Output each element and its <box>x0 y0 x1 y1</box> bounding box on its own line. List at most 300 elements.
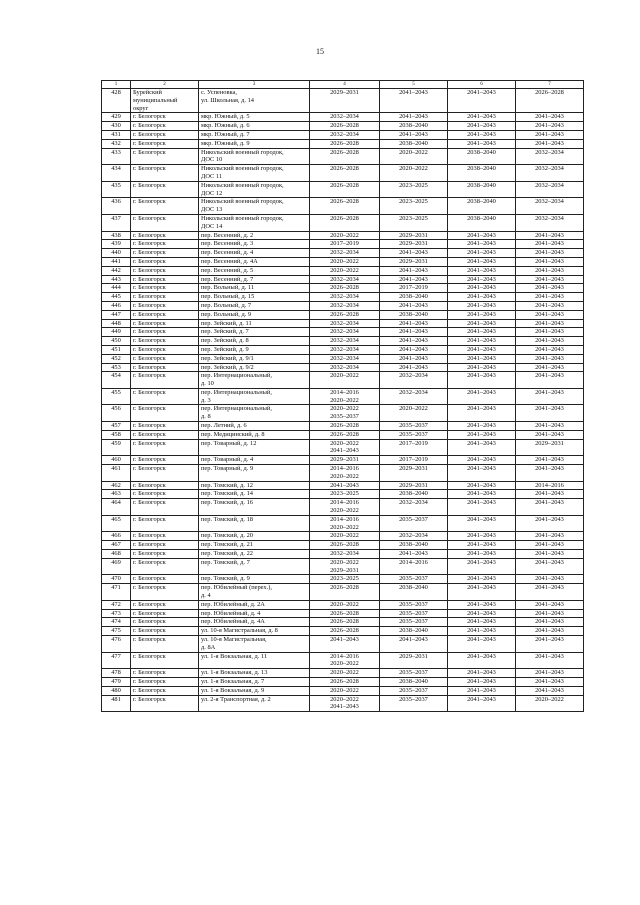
address-cell <box>199 198 310 215</box>
period-value: 2041–2043 <box>535 422 564 430</box>
period-value: 2041–2043 <box>535 490 564 498</box>
period-value: 2020–2022 <box>330 660 359 668</box>
period-value: 2035–2037 <box>399 575 428 583</box>
locality-cell <box>131 165 199 182</box>
row-number-cell: 465 <box>102 515 131 532</box>
period-value: 2041–2043 <box>535 532 564 540</box>
address-cell <box>199 532 310 541</box>
period-value: 2041–2043 <box>535 345 564 353</box>
row-number-cell: 456 <box>102 405 131 422</box>
col4-period-cell <box>310 686 380 695</box>
period-value: 2035–2037 <box>399 686 428 694</box>
table-row <box>102 363 584 372</box>
period-value: 2041–2043 <box>467 139 496 147</box>
period-value: 2041–2043 <box>467 575 496 583</box>
table-row <box>102 465 584 482</box>
column-number: 4 <box>310 81 380 89</box>
col6-period-cell <box>448 113 516 122</box>
col6-period-cell <box>448 301 516 310</box>
period-value: 2035–2037 <box>399 695 428 703</box>
period-value: 2017–2019 <box>399 456 428 464</box>
col4-period-cell <box>310 627 380 636</box>
table-row <box>102 130 584 139</box>
locality-cell <box>131 636 199 653</box>
col6-period-cell <box>448 284 516 293</box>
col5-period-cell <box>380 600 448 609</box>
locality-cell <box>131 266 199 275</box>
table-row <box>102 345 584 354</box>
address-line: д. 10 <box>201 380 214 388</box>
address-line: пер. Вольный, д. 11 <box>201 284 255 292</box>
col6-period-cell <box>448 266 516 275</box>
table-row <box>102 550 584 559</box>
period-value: 2035–2037 <box>399 618 428 626</box>
period-value: 2041–2043 <box>535 405 564 413</box>
col5-period-cell <box>380 113 448 122</box>
period-value: 2041–2043 <box>467 430 496 438</box>
col5-period-cell <box>380 257 448 266</box>
address-line: пер. Весенний, д. 4 <box>201 249 254 257</box>
address-line: пер. Томский, д. 20 <box>201 532 254 540</box>
col4-period-cell <box>310 337 380 346</box>
row-number-cell: 461 <box>102 465 131 482</box>
col5-period-cell <box>380 284 448 293</box>
col6-period-cell <box>448 240 516 249</box>
locality-line: г. Белогорск <box>133 249 166 257</box>
period-value: 2023–2025 <box>330 575 359 583</box>
period-value: 2032–2034 <box>330 301 359 309</box>
row-number-cell: 468 <box>102 550 131 559</box>
period-value: 2020–2022 <box>535 695 564 703</box>
period-value: 2026–2028 <box>330 198 359 206</box>
col7-period-cell <box>516 677 584 686</box>
row-number-cell: 442 <box>102 266 131 275</box>
locality-line: г. Белогорск <box>133 600 166 608</box>
period-value: 2041–2043 <box>535 240 564 248</box>
address-line: пер. Томский, д. 16 <box>201 499 254 507</box>
period-value: 2032–2034 <box>330 319 359 327</box>
period-value: 2041–2043 <box>535 677 564 685</box>
address-line: Никольский военный городок, <box>201 198 284 206</box>
col6-period-cell <box>448 275 516 284</box>
locality-line: г. Белогорск <box>133 122 166 130</box>
locality-cell <box>131 198 199 215</box>
address-line: пер. Томский, д. 9 <box>201 575 250 583</box>
col7-period-cell <box>516 249 584 258</box>
address-cell <box>199 677 310 686</box>
row-number-cell: 445 <box>102 293 131 302</box>
col4-period-cell <box>310 481 380 490</box>
address-line: ул. 1-я Вокзальная, д. 11 <box>201 652 268 660</box>
row-number-cell: 472 <box>102 600 131 609</box>
period-value: 2041–2043 <box>467 354 496 362</box>
col5-period-cell <box>380 301 448 310</box>
period-value: 2041–2043 <box>467 328 496 336</box>
period-value: 2041–2043 <box>467 490 496 498</box>
row-number-cell: 446 <box>102 301 131 310</box>
period-value: 2041–2043 <box>467 515 496 523</box>
address-line: пер. Товарный, д. 9 <box>201 465 254 473</box>
col5-period-cell <box>380 669 448 678</box>
period-value: 2038–2040 <box>467 214 496 222</box>
col5-period-cell <box>380 249 448 258</box>
col7-period-cell <box>516 618 584 627</box>
col4-period-cell <box>310 354 380 363</box>
period-value: 2020–2022 <box>399 148 428 156</box>
address-line: пер. Весенний, д. 2 <box>201 231 254 239</box>
row-number-cell: 448 <box>102 319 131 328</box>
locality-cell <box>131 372 199 389</box>
period-value: 2020–2022 <box>330 507 359 515</box>
col6-period-cell <box>448 575 516 584</box>
period-value: 2041–2043 <box>330 447 359 455</box>
period-value: 2038–2040 <box>399 584 428 592</box>
col6-period-cell <box>448 618 516 627</box>
col4-period-cell <box>310 293 380 302</box>
address-line: пер. Зейский, д. 9/1 <box>201 354 254 362</box>
period-value: 2023–2025 <box>399 214 428 222</box>
row-number-cell: 439 <box>102 240 131 249</box>
period-value: 2041–2043 <box>467 541 496 549</box>
address-cell <box>199 337 310 346</box>
locality-line: г. Белогорск <box>133 328 166 336</box>
col5-period-cell <box>380 214 448 231</box>
row-number-cell: 449 <box>102 328 131 337</box>
period-value: 2041–2043 <box>467 266 496 274</box>
row-number-cell: 481 <box>102 695 131 712</box>
table-row <box>102 301 584 310</box>
col5-period-cell <box>380 575 448 584</box>
address-line: д. 3 <box>201 396 211 404</box>
col6-period-cell <box>448 465 516 482</box>
address-line: мкр. Южный, д. 9 <box>201 139 250 147</box>
col7-period-cell <box>516 584 584 601</box>
col7-period-cell <box>516 231 584 240</box>
period-value: 2026–2028 <box>535 89 564 96</box>
address-line: пер. Томский, д. 21 <box>201 541 254 549</box>
col6-period-cell <box>448 214 516 231</box>
address-line: пер. Товарный, д. 12 <box>201 439 257 447</box>
row-number-cell: 429 <box>102 113 131 122</box>
locality-cell <box>131 609 199 618</box>
locality-cell <box>131 584 199 601</box>
table-row <box>102 354 584 363</box>
locality-line: г. Белогорск <box>133 532 166 540</box>
address-line: пер. Юбилейный, д. 2А <box>201 600 265 608</box>
period-value: 2026–2028 <box>330 618 359 626</box>
col7-period-cell <box>516 372 584 389</box>
locality-line: г. Белогорск <box>133 465 166 473</box>
period-value: 2020–2022 <box>330 266 359 274</box>
address-line: пер. Весенний, д. 7 <box>201 275 254 283</box>
locality-line: г. Белогорск <box>133 541 166 549</box>
address-cell <box>199 686 310 695</box>
period-value: 2026–2028 <box>330 677 359 685</box>
period-value: 2041–2043 <box>467 652 496 660</box>
col4-period-cell <box>310 515 380 532</box>
period-value: 2032–2034 <box>535 165 564 173</box>
address-line: пер. Зейский, д. 8 <box>201 337 249 345</box>
table-row <box>102 532 584 541</box>
address-line: ул. 10-я Магистральная, д. 8 <box>201 627 278 635</box>
address-cell <box>199 293 310 302</box>
col7-period-cell <box>516 257 584 266</box>
period-value: 2020–2022 <box>330 523 359 531</box>
locality-cell <box>131 515 199 532</box>
address-line: пер. Вольный, д. 15 <box>201 293 255 301</box>
locality-cell <box>131 618 199 627</box>
period-value: 2041–2043 <box>467 481 496 489</box>
period-value: 2041–2043 <box>330 703 359 711</box>
address-cell <box>199 275 310 284</box>
col5-period-cell <box>380 345 448 354</box>
period-value: 2041–2043 <box>535 139 564 147</box>
col4-period-cell <box>310 652 380 669</box>
column-number: 7 <box>516 81 584 89</box>
address-line: пер. Весенний, д. 3 <box>201 240 254 248</box>
col4-period-cell <box>310 422 380 431</box>
table-body <box>102 81 584 712</box>
locality-cell <box>131 422 199 431</box>
col6-period-cell <box>448 310 516 319</box>
locality-line: г. Белогорск <box>133 148 166 156</box>
col5-period-cell <box>380 181 448 198</box>
period-value: 2032–2034 <box>330 328 359 336</box>
col4-period-cell <box>310 636 380 653</box>
address-line: ДОС 14 <box>201 222 223 230</box>
col5-period-cell <box>380 550 448 559</box>
col5-period-cell <box>380 240 448 249</box>
table-row <box>102 490 584 499</box>
period-value: 2041–2043 <box>467 249 496 257</box>
col5-period-cell <box>380 372 448 389</box>
table-row <box>102 388 584 405</box>
address-cell <box>199 319 310 328</box>
period-value: 2017–2019 <box>399 284 428 292</box>
period-value: 2020–2022 <box>330 231 359 239</box>
address-cell <box>199 231 310 240</box>
period-value: 2041–2043 <box>535 354 564 362</box>
locality-cell <box>131 113 199 122</box>
period-value: 2020–2022 <box>330 669 359 677</box>
period-value: 2032–2034 <box>399 388 428 396</box>
period-value: 2041–2043 <box>467 584 496 592</box>
period-value: 2032–2034 <box>330 354 359 362</box>
col5-period-cell <box>380 481 448 490</box>
locality-line: г. Белогорск <box>133 499 166 507</box>
col7-period-cell <box>516 695 584 712</box>
locality-line: г. Белогорск <box>133 481 166 489</box>
period-value: 2026–2028 <box>330 284 359 292</box>
col6-period-cell <box>448 181 516 198</box>
col5-period-cell <box>380 430 448 439</box>
row-number-cell: 462 <box>102 481 131 490</box>
locality-cell <box>131 550 199 559</box>
period-value: 2041–2043 <box>535 337 564 345</box>
table-row <box>102 249 584 258</box>
period-value: 2038–2040 <box>399 139 428 147</box>
table-row <box>102 139 584 148</box>
period-value: 2017–2019 <box>399 439 428 447</box>
address-cell <box>199 372 310 389</box>
col6-period-cell <box>448 669 516 678</box>
locality-line: г. Белогорск <box>133 456 166 464</box>
row-number-cell: 451 <box>102 345 131 354</box>
period-value: 2041–2043 <box>399 249 428 257</box>
col7-period-cell <box>516 669 584 678</box>
locality-cell <box>131 465 199 482</box>
col4-period-cell <box>310 214 380 231</box>
col6-period-cell <box>448 345 516 354</box>
row-number-cell: 476 <box>102 636 131 653</box>
col4-period-cell <box>310 310 380 319</box>
address-cell <box>199 89 310 113</box>
locality-line: г. Белогорск <box>133 652 166 660</box>
col4-period-cell <box>310 165 380 182</box>
column-number: 2 <box>131 81 199 89</box>
period-value: 2041–2043 <box>467 600 496 608</box>
address-line: ул. 2-я Транспортная, д. 2 <box>201 695 271 703</box>
col6-period-cell <box>448 439 516 456</box>
period-value: 2041–2043 <box>467 372 496 380</box>
row-number-cell: 466 <box>102 532 131 541</box>
col4-period-cell <box>310 541 380 550</box>
address-line: ул. 10-я Магистральная, <box>201 636 267 643</box>
period-value: 2041–2043 <box>535 618 564 626</box>
address-cell <box>199 609 310 618</box>
table-row <box>102 148 584 165</box>
col5-period-cell <box>380 139 448 148</box>
period-value: 2038–2040 <box>399 677 428 685</box>
address-cell <box>199 181 310 198</box>
row-number-cell: 474 <box>102 618 131 627</box>
locality-cell <box>131 181 199 198</box>
period-value: 2041–2043 <box>467 439 496 447</box>
col5-period-cell <box>380 319 448 328</box>
col6-period-cell <box>448 677 516 686</box>
period-value: 2041–2043 <box>535 363 564 371</box>
col7-period-cell <box>516 240 584 249</box>
col4-period-cell <box>310 113 380 122</box>
period-value: 2041–2043 <box>467 319 496 327</box>
period-value: 2014–2016 <box>330 515 359 523</box>
col5-period-cell <box>380 695 448 712</box>
locality-cell <box>131 541 199 550</box>
locality-line: Бурейский <box>133 89 162 96</box>
period-value: 2041–2043 <box>467 677 496 685</box>
period-value: 2032–2034 <box>399 499 428 507</box>
address-cell <box>199 214 310 231</box>
period-value: 2041–2043 <box>535 600 564 608</box>
period-value: 2032–2034 <box>535 198 564 206</box>
period-value: 2041–2043 <box>399 319 428 327</box>
col4-period-cell <box>310 328 380 337</box>
period-value: 2038–2040 <box>399 293 428 301</box>
col7-period-cell <box>516 652 584 669</box>
period-value: 2041–2043 <box>467 257 496 265</box>
col6-period-cell <box>448 558 516 575</box>
period-value: 2035–2037 <box>330 413 359 421</box>
address-line: Никольский военный городок, <box>201 165 284 173</box>
locality-cell <box>131 345 199 354</box>
col6-period-cell <box>448 550 516 559</box>
locality-line: г. Белогорск <box>133 354 166 362</box>
col4-period-cell <box>310 550 380 559</box>
period-value: 2020–2022 <box>330 558 359 566</box>
period-value: 2041–2043 <box>467 388 496 396</box>
table-row <box>102 122 584 131</box>
period-value: 2041–2043 <box>467 345 496 353</box>
row-number-cell: 443 <box>102 275 131 284</box>
period-value: 2038–2040 <box>399 627 428 635</box>
address-line: пер. Интернациональный, <box>201 388 272 396</box>
col6-period-cell <box>448 405 516 422</box>
col7-period-cell <box>516 541 584 550</box>
locality-line: г. Белогорск <box>133 515 166 523</box>
col7-period-cell <box>516 165 584 182</box>
row-number-cell: 430 <box>102 122 131 131</box>
locality-cell <box>131 456 199 465</box>
col5-period-cell <box>380 231 448 240</box>
row-number-cell: 440 <box>102 249 131 258</box>
address-cell <box>199 481 310 490</box>
address-line: пер. Товарный, д. 4 <box>201 456 254 464</box>
row-number-cell: 438 <box>102 231 131 240</box>
period-value: 2038–2040 <box>399 122 428 130</box>
col5-period-cell <box>380 627 448 636</box>
period-value: 2029–2031 <box>399 652 428 660</box>
locality-cell <box>131 337 199 346</box>
col5-period-cell <box>380 266 448 275</box>
address-line: пер. Зейский, д. 7 <box>201 328 249 336</box>
column-number: 5 <box>380 81 448 89</box>
row-number-cell: 455 <box>102 388 131 405</box>
col4-period-cell <box>310 181 380 198</box>
col7-period-cell <box>516 550 584 559</box>
col5-period-cell <box>380 89 448 113</box>
col6-period-cell <box>448 422 516 431</box>
address-cell <box>199 388 310 405</box>
period-value: 2017–2019 <box>330 240 359 248</box>
col6-period-cell <box>448 600 516 609</box>
locality-cell <box>131 600 199 609</box>
period-value: 2038–2040 <box>467 181 496 189</box>
row-number-cell: 436 <box>102 198 131 215</box>
table-row <box>102 165 584 182</box>
row-number-cell: 467 <box>102 541 131 550</box>
period-value: 2041–2043 <box>535 275 564 283</box>
locality-cell <box>131 249 199 258</box>
period-value: 2041–2043 <box>399 89 428 96</box>
address-cell <box>199 669 310 678</box>
period-value: 2026–2028 <box>330 609 359 617</box>
col6-period-cell <box>448 584 516 601</box>
period-value: 2032–2034 <box>330 130 359 138</box>
address-cell <box>199 465 310 482</box>
col6-period-cell <box>448 363 516 372</box>
locality-cell <box>131 354 199 363</box>
row-number-cell: 452 <box>102 354 131 363</box>
locality-line: г. Белогорск <box>133 198 166 206</box>
col4-period-cell <box>310 609 380 618</box>
table-row <box>102 337 584 346</box>
table-row <box>102 89 584 113</box>
period-value: 2020–2022 <box>330 532 359 540</box>
col7-period-cell <box>516 575 584 584</box>
address-cell <box>199 627 310 636</box>
period-value: 2035–2037 <box>399 669 428 677</box>
address-cell <box>199 515 310 532</box>
